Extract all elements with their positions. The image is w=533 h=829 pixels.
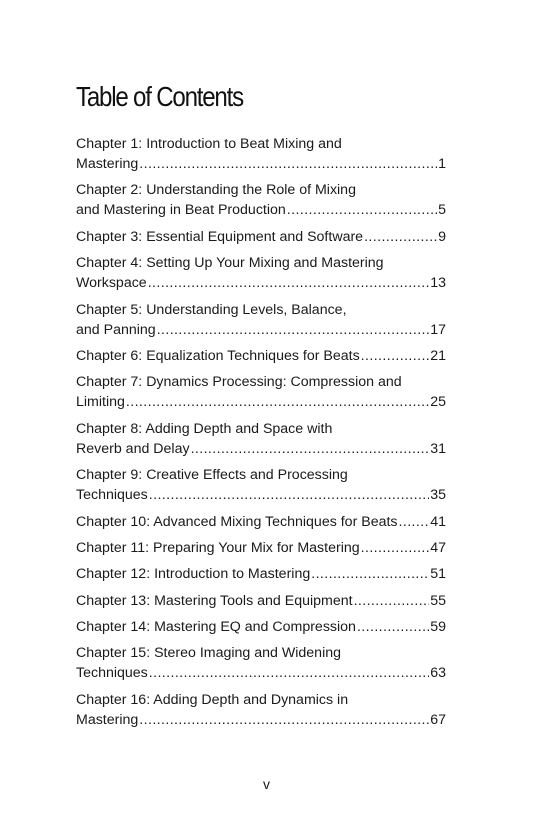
toc-entry-last-line <box>76 346 446 366</box>
page-number: v <box>263 776 270 792</box>
toc-entry-page-number: 31 <box>430 440 446 457</box>
toc-entry-title-line: Chapter 1: Introduction to Beat Mixing and <box>76 136 342 152</box>
toc-entry-page-number: 51 <box>430 566 446 583</box>
toc-entry[interactable] <box>76 180 446 220</box>
toc-entry[interactable] <box>76 643 446 683</box>
dot-leader <box>139 710 429 730</box>
toc-entry-title-line: Chapter 5: Understanding Levels, Balance, <box>76 301 347 318</box>
dot-leader <box>149 663 429 683</box>
toc-entry-title-line: Chapter 2: Understanding the Role of Mixing <box>76 182 356 199</box>
toc-entry[interactable] <box>76 253 446 293</box>
toc-entry[interactable] <box>76 617 446 637</box>
toc-entry[interactable] <box>76 690 446 730</box>
toc-entry-last-line <box>76 200 446 220</box>
toc-entry-page-number: 21 <box>430 347 446 364</box>
toc-entry-title-line: Chapter 8: Adding Depth and Space with <box>76 420 333 437</box>
toc-entry-title-line: Reverb and Delay <box>76 440 190 457</box>
toc-entry-last-line <box>76 320 446 340</box>
toc-entry[interactable] <box>76 564 446 584</box>
dot-leader <box>364 227 437 247</box>
dot-leader <box>287 200 437 220</box>
toc-entry-title-line: Chapter 10: Advanced Mixing Techniques for Beats <box>76 513 398 530</box>
dot-leader <box>149 485 429 505</box>
toc-entry-page-number: 9 <box>438 228 446 245</box>
dot-leader <box>191 439 430 459</box>
toc-entry-page-number: 55 <box>430 592 446 609</box>
dot-leader <box>139 154 437 174</box>
toc-entry[interactable] <box>76 538 446 558</box>
toc-entry[interactable] <box>76 591 446 611</box>
toc-entry[interactable] <box>76 419 446 459</box>
toc-entry-last-line <box>76 710 446 730</box>
toc-entry-last-line <box>76 485 446 505</box>
toc-entry-title-line: Chapter 6: Equalization Techniques for Beats <box>76 347 360 364</box>
toc-entry-page-number: 59 <box>430 619 446 636</box>
toc-entry-title-line: Chapter 9: Creative Effects and Processing <box>76 467 348 484</box>
toc-entry-page-number: 67 <box>430 711 446 728</box>
toc-entry-page-number: 5 <box>438 202 446 219</box>
toc-entry-title-line: Mastering <box>76 156 139 172</box>
toc-entry-title-line: Techniques <box>76 487 148 504</box>
toc-entry-page-number: 47 <box>430 539 446 556</box>
toc-entry[interactable] <box>76 134 446 174</box>
toc-entry-page-number: 35 <box>430 487 446 504</box>
toc-entry-last-line <box>76 617 446 637</box>
toc-entry-title-line: Chapter 16: Adding Depth and Dynamics in <box>76 691 349 708</box>
toc-entry[interactable] <box>76 512 446 532</box>
toc-entry[interactable] <box>76 346 446 366</box>
toc-entry-title-line: Mastering <box>76 711 139 728</box>
toc-entry-last-line <box>76 512 446 532</box>
toc-entry-title-line: and Mastering in Beat Production <box>76 202 286 219</box>
toc-entry-page-number: 63 <box>430 665 446 682</box>
toc-entry-last-line <box>76 392 446 412</box>
toc-entry-title-line: Chapter 7: Dynamics Processing: Compression and <box>76 374 402 391</box>
toc-entry-page-number: 1 <box>438 156 446 172</box>
toc-entry-title-line: and Panning <box>76 321 156 338</box>
toc-entry-last-line <box>76 439 446 459</box>
toc-entry-title-line: Chapter 3: Essential Equipment and Software <box>76 228 364 245</box>
toc-entry[interactable] <box>76 465 446 505</box>
toc-entry-last-line <box>76 227 446 247</box>
toc-entry-page-number: 25 <box>430 394 446 411</box>
toc-entry-title-line: Limiting <box>76 394 125 411</box>
toc-entry-last-line <box>76 591 446 611</box>
dot-leader <box>361 538 430 558</box>
toc-entry[interactable] <box>76 300 446 340</box>
dot-leader <box>361 346 430 366</box>
dot-leader <box>126 392 429 412</box>
dot-leader <box>357 617 429 637</box>
toc-list <box>76 134 446 736</box>
toc-entry-page-number: 41 <box>430 513 446 530</box>
dot-leader <box>354 591 430 611</box>
dot-leader <box>157 320 430 340</box>
toc-entry-title-line: Workspace <box>76 275 147 292</box>
dot-leader <box>399 512 430 532</box>
toc-entry[interactable] <box>76 227 446 247</box>
toc-entry-last-line <box>76 663 446 683</box>
toc-title: Table of Contents <box>76 81 243 112</box>
toc-entry-page-number: 17 <box>430 321 446 338</box>
toc-entry-page-number: 13 <box>430 275 446 292</box>
toc-entry-title-line: Chapter 14: Mastering EQ and Compression <box>76 619 356 636</box>
toc-entry-last-line <box>76 273 446 293</box>
toc-entry[interactable] <box>76 372 446 412</box>
toc-entry-title-line: Chapter 13: Mastering Tools and Equipment <box>76 592 353 609</box>
toc-entry-title-line: Chapter 15: Stereo Imaging and Widening <box>76 645 341 662</box>
toc-entry-title-line: Chapter 4: Setting Up Your Mixing and Mastering <box>76 255 384 272</box>
toc-entry-last-line <box>76 154 446 174</box>
toc-entry-title-line: Chapter 12: Introduction to Mastering <box>76 566 311 583</box>
toc-entry-title-line: Chapter 11: Preparing Your Mix for Mastering <box>76 539 360 556</box>
toc-entry-last-line <box>76 538 446 558</box>
toc-entry-title-line: Techniques <box>76 665 148 682</box>
dot-leader <box>148 273 430 293</box>
toc-entry-last-line <box>76 564 446 584</box>
dot-leader <box>311 564 429 584</box>
